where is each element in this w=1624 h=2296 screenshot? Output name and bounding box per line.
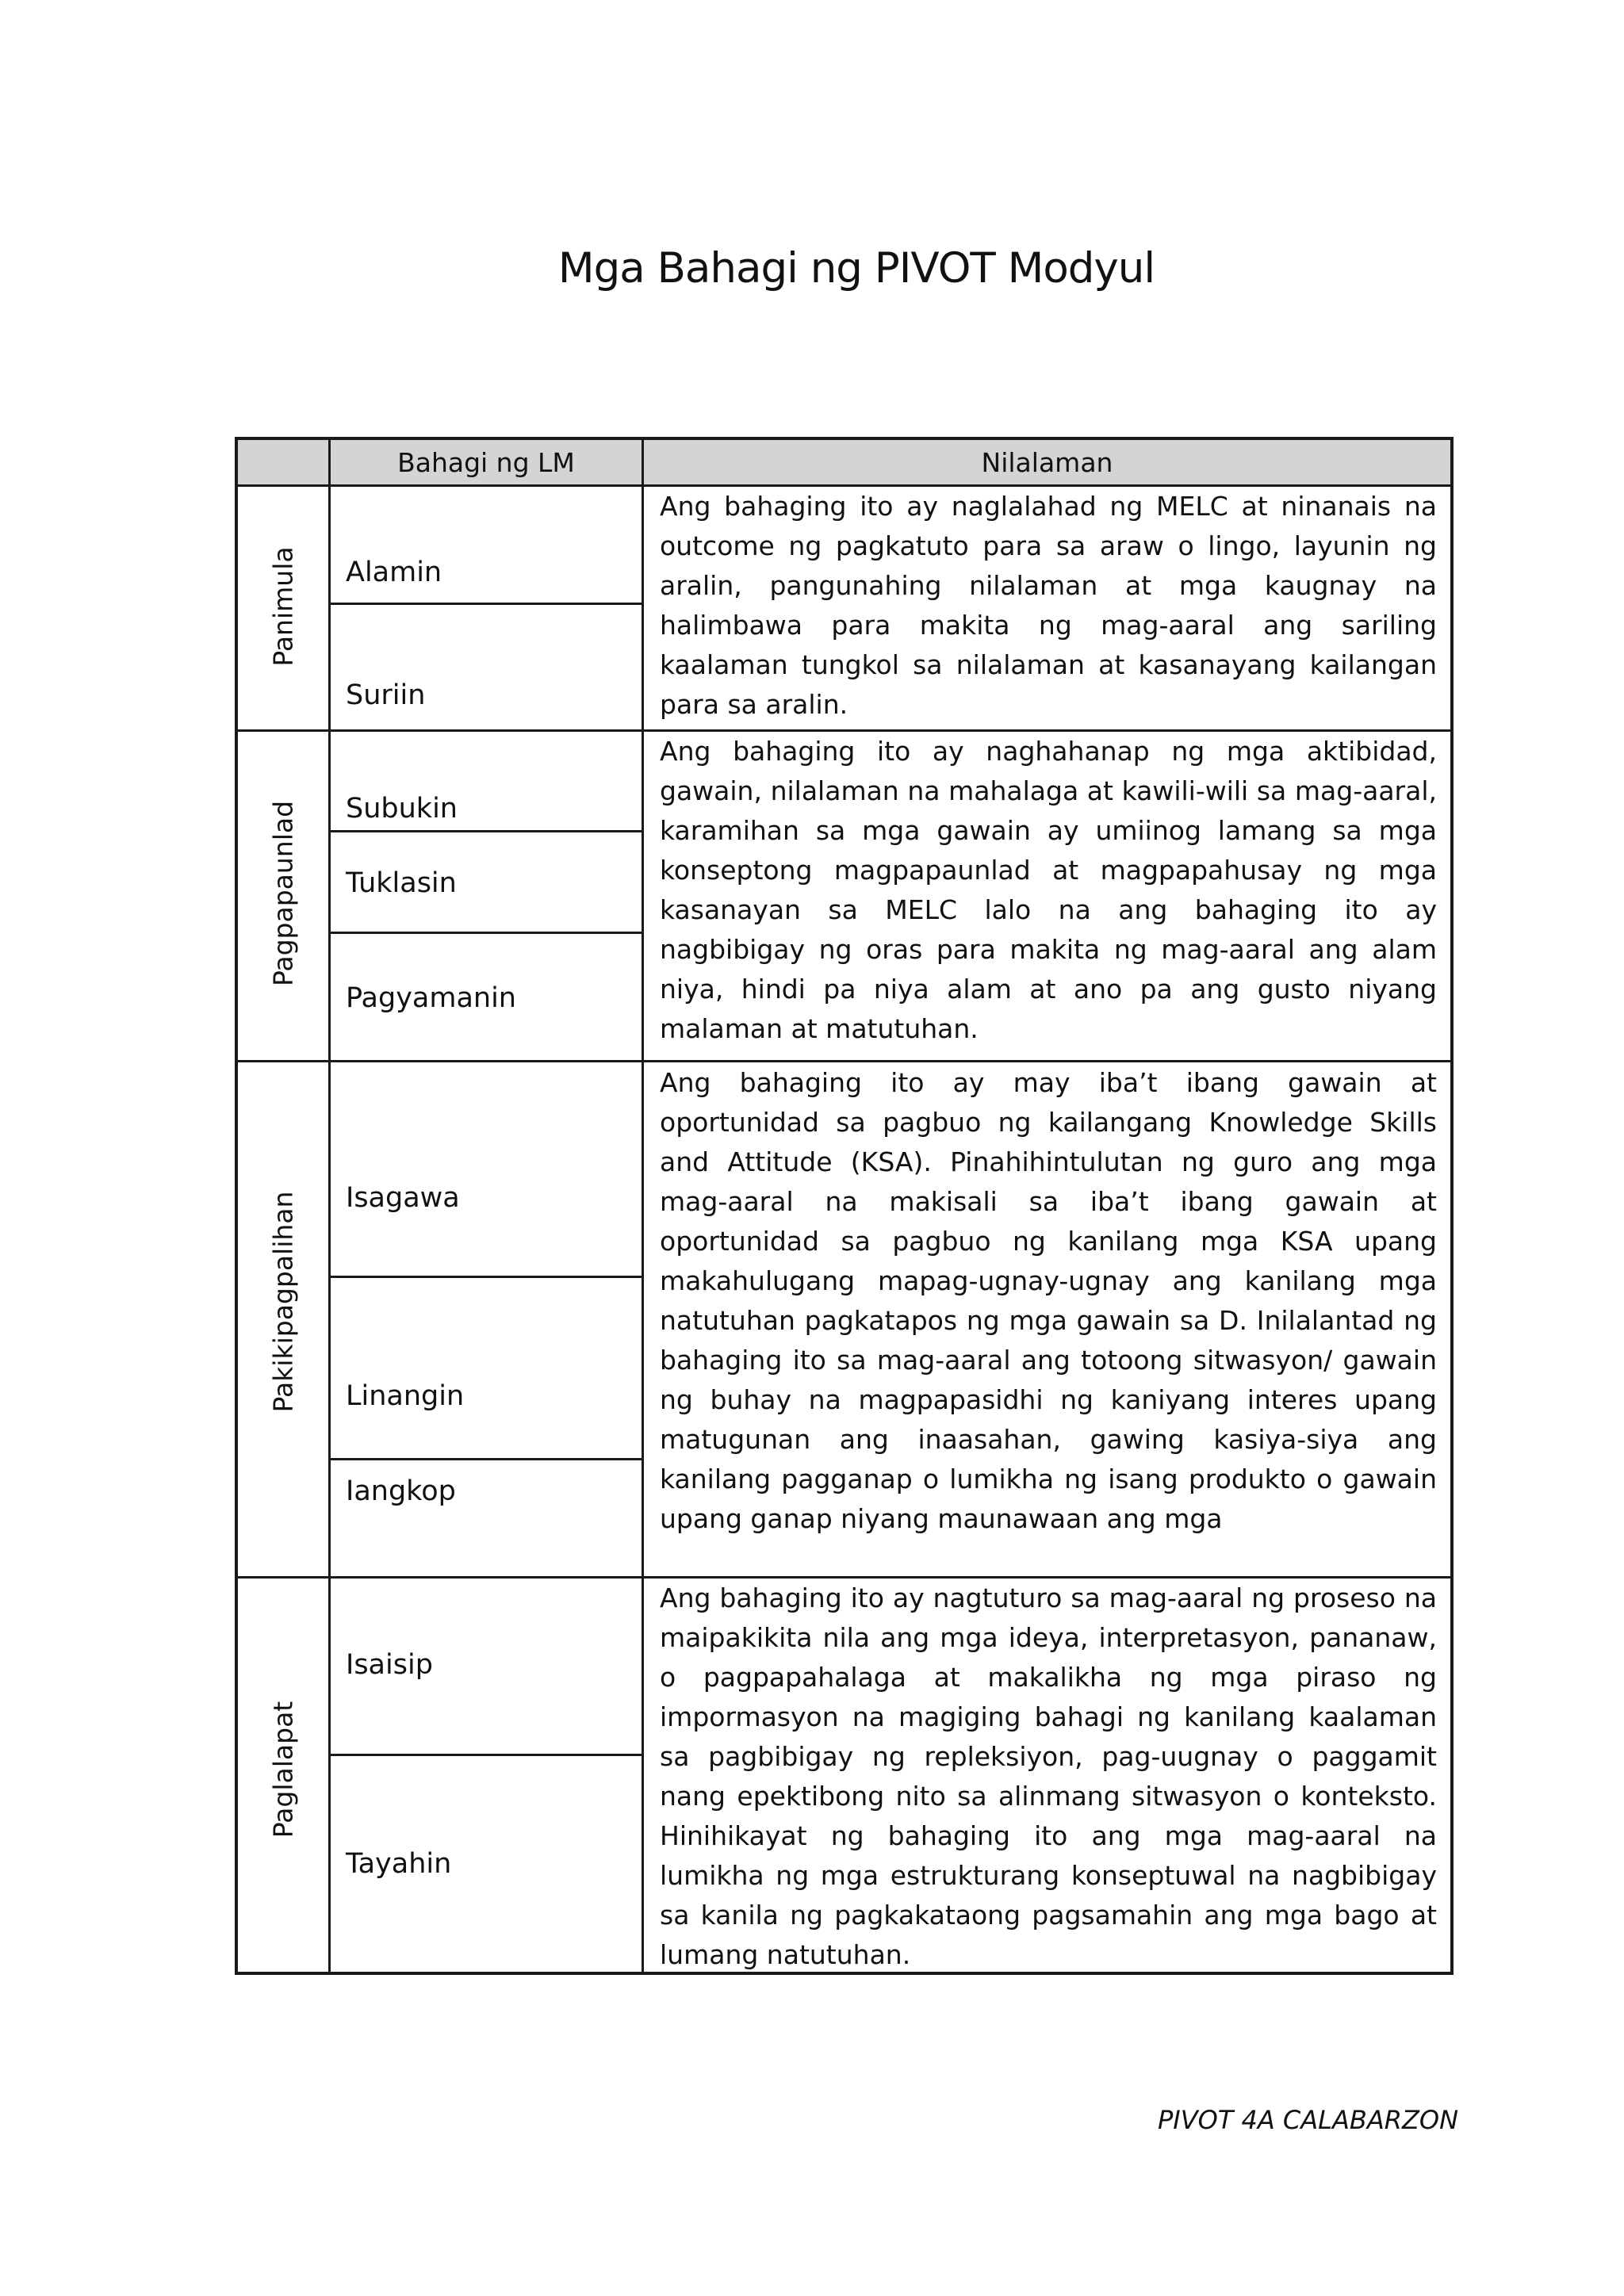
lm-item-isagawa: Isagawa (346, 1182, 460, 1214)
description-pagpapaunlad: Ang bahaging ito ay naghahanap ng mga aktibidad, gawain, nilalaman na mahalaga at kawili-wili sa mag-aaral, karamihan sa mga gawain ay umiinog lamang sa mga konseptong magpapaunlad at magpapahusay ng mga kasanayan sa MELC lalo na ang bahaging ito ay nagbibigay ng oras para makita ng mag-aaral ang alam niya, hindi pa niya alam at ano pa ang gusto niyang malaman at matutuhan. (660, 736, 1437, 1044)
lm-item-pagyamanin: Pagyamanin (346, 982, 516, 1014)
table-rule (235, 1060, 1453, 1062)
header-bahagi-ng-lm: Bahagi ng LM (397, 447, 575, 478)
table-rule (1450, 437, 1454, 1975)
lm-item-suriin: Suriin (346, 679, 426, 711)
lm-item-tuklasin: Tuklasin (346, 867, 457, 899)
table-rule (235, 437, 238, 1975)
lm-item-tayahin: Tayahin (346, 1848, 452, 1880)
lm-item-iangkop: Iangkop (346, 1475, 456, 1507)
header-nilalaman: Nilalaman (981, 447, 1113, 478)
table-rule (331, 1754, 642, 1756)
section-label-paglalapat: Paglalapat (267, 1701, 299, 1839)
section-label-panimula: Panimula (267, 546, 299, 667)
section-label-pagpapaunlad: Pagpapaunlad (267, 800, 299, 987)
table-rule (642, 437, 644, 1975)
table-rule (331, 932, 642, 934)
description-panimula: Ang bahaging ito ay naglalahad ng MELC at ninanais na outcome ng pagkatuto para sa araw o lingo, layunin ng aralin, pangunahing nilalaman at mga kaugnay na halimbawa para makita ng mag-aaral ang sariling kaalaman tungkol sa nilalaman at kasanayang kailangan para sa aralin. (660, 491, 1437, 720)
table-rule (331, 603, 642, 605)
table-rule (328, 437, 331, 1975)
lm-item-isaisip: Isaisip (346, 1649, 433, 1681)
table-rule (331, 1458, 642, 1460)
description-pakikipagpalihan: Ang bahaging ito ay may iba’t ibang gawain at oportunidad sa pagbuo ng kailangang Knowledge Skills and Attitude (KSA). Pinahihintulutan ng guro ang mga mag-aaral na makisali sa iba’t ibang gawain at oportunidad sa pagbuo ng kanilang mga KSA upang makahulugang mapag-ugnay-ugnay ang kanilang mga natutuhan pagkatapos ng mga gawain sa D. Inilalantad ng bahaging ito sa mag-aaral ang totoong sitwasyon/ gawain ng buhay na magpapasidhi ng kaniyang interes upang matugunan ang inaasahan, gawing kasiya-siya ang kanilang pagganap o lumikha ng isang produkto o gawain upang ganap niyang maunawaan ang mga (660, 1067, 1437, 1534)
page-title: Mga Bahagi ng PIVOT Modyul (557, 244, 1155, 293)
lm-item-alamin: Alamin (346, 557, 442, 588)
lm-item-subukin: Subukin (346, 793, 458, 825)
description-paglalapat: Ang bahaging ito ay nagtuturo sa mag-aaral ng proseso na maipakikita nila ang mga ideya, interpretasyon, pananaw, o pagpapahalaga at makalikha ng mga piraso ng impormasyon na magiging bahagi ng kanilang kaalaman sa pagbibigay ng repleksiyon, pag-uugnay o paggamit nang epektibong nito sa alinmang sitwasyon o konteksto. Hinihikayat ng bahaging ito ang mga mag-aaral na lumikha ng mga estrukturang konseptuwal na nagbibigay sa kanila ng pagkakataong pagsamahin ang mga bago at lumang natutuhan. (660, 1582, 1437, 1970)
table-rule (331, 1276, 642, 1278)
footer-label: PIVOT 4A CALABARZON (1157, 2105, 1458, 2135)
lm-item-linangin: Linangin (346, 1380, 465, 1412)
table-rule (331, 830, 642, 832)
section-label-pakikipagpalihan: Pakikipagpalihan (267, 1191, 299, 1413)
